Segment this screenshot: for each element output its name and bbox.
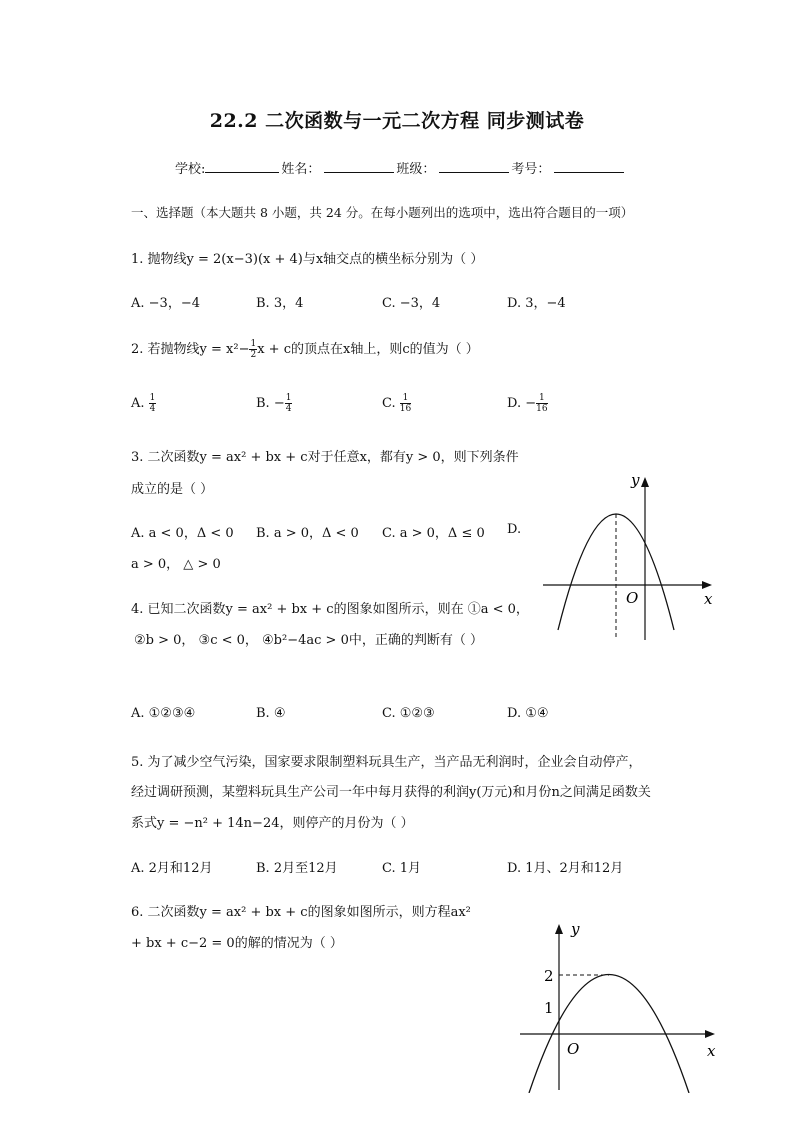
q3-stem-line1: 3. 二次函数y = ax² + bx + c对于任意x，都有y > 0，则下列条件 xyxy=(131,450,519,465)
q4-stem-line2: ②b > 0， ③c < 0， ④b²−4ac > 0中，正确的判断有（ ） xyxy=(134,633,483,648)
origin-label: O xyxy=(626,589,639,607)
y-axis-arrow xyxy=(641,477,649,487)
x-axis-arrow xyxy=(702,581,712,589)
q1-option-a: A. −3，−4 xyxy=(131,296,200,311)
q1-stem: 1. 抛物线y = 2(x−3)(x + 4)与x轴交点的横坐标分别为（ ） xyxy=(131,252,484,267)
q2-option-d: D. − $\frac{1}{16}$ xyxy=(507,393,548,414)
name-label: 姓名： xyxy=(281,162,321,177)
q2-fraction: $\frac{1}{2}$ xyxy=(250,339,257,360)
q1-option-c: C. −3，4 xyxy=(382,296,441,311)
origin-label: O xyxy=(567,1040,580,1058)
q3-option-b: B. a > 0，Δ < 0 xyxy=(256,526,359,541)
q2-option-c: C. $\frac{1}{16}$ xyxy=(382,393,412,414)
tick-label-2: 2 xyxy=(544,967,554,985)
exam-no-blank xyxy=(554,160,624,173)
x-axis-label: x xyxy=(704,590,713,608)
school-blank xyxy=(205,160,279,173)
q1-option-b: B. 3，4 xyxy=(256,296,304,311)
y-axis-arrow xyxy=(555,924,563,934)
q5-option-d: D. 1月、2月和12月 xyxy=(507,861,624,876)
q2-stem: 2. 若抛物线y = x²− $\frac{1}{2}$ x + c的顶点在x轴上，则c的值为（ ） xyxy=(131,339,479,360)
q4-option-a: A. ①②③④ xyxy=(131,706,196,721)
q5-option-b: B. 2月至12月 xyxy=(256,861,338,876)
parabola-graph-2 xyxy=(515,918,725,1093)
q2-option-a: A. $\frac{1}{4}$ xyxy=(131,393,156,414)
school-label: 学校: xyxy=(175,162,206,177)
q4-stem-line1: 4. 已知二次函数y = ax² + bx + c的图象如图所示，则在 ①a < 0， xyxy=(131,602,529,617)
class-blank xyxy=(439,160,509,173)
q4-option-b: B. ④ xyxy=(256,706,286,721)
q6-stem-line2: + bx + c−2 = 0的解的情况为（ ） xyxy=(131,936,343,951)
class-label: 班级： xyxy=(396,162,436,177)
q2-option-b: B. − $\frac{1}{4}$ xyxy=(256,393,292,414)
q3-option-d: D. xyxy=(507,522,522,537)
student-info-line xyxy=(175,158,626,177)
q4-option-c: C. ①②③ xyxy=(382,706,435,721)
y-axis-label: y xyxy=(631,471,640,489)
q3-stem-line2: 成立的是（ ） xyxy=(131,482,214,497)
q3-option-c: C. a > 0，Δ ≤ 0 xyxy=(382,526,485,541)
q5-option-c: C. 1月 xyxy=(382,861,422,876)
x-axis-arrow xyxy=(705,1030,715,1038)
name-blank xyxy=(324,160,394,173)
q5-stem-line3: 系式y = −n² + 14n−24，则停产的月份为（ ） xyxy=(131,816,414,831)
q6-stem-line1: 6. 二次函数y = ax² + bx + c的图象如图所示，则方程ax² xyxy=(131,905,471,920)
q3-option-d-continued: a > 0， △ > 0 xyxy=(131,557,221,572)
q5-stem-line2: 经过调研预测，某塑料玩具生产公司一年中每月获得的利润y(万元)和月份n之间满足函数关 xyxy=(131,785,651,800)
q1-option-d: D. 3，−4 xyxy=(507,296,566,311)
section-heading: 一、选择题（本大题共 8 小题，共 24 分。在每小题列出的选项中，选出符合题目的一项） xyxy=(131,205,634,220)
exam-no-label: 考号： xyxy=(511,162,551,177)
tick-label-1: 1 xyxy=(544,999,554,1017)
y-axis-label: y xyxy=(571,920,580,938)
page-title: 22.2 二次函数与一元二次方程 同步测试卷 xyxy=(209,110,585,132)
x-axis-label: x xyxy=(707,1042,716,1060)
q3-option-a: A. a < 0，Δ < 0 xyxy=(131,526,234,541)
q5-option-a: A. 2月和12月 xyxy=(131,861,213,876)
q4-option-d: D. ①④ xyxy=(507,706,549,721)
parabola-graph-1 xyxy=(538,470,718,650)
q5-stem-line1: 5. 为了减少空气污染，国家要求限制塑料玩具生产，当产品无利润时，企业会自动停产， xyxy=(131,755,642,770)
